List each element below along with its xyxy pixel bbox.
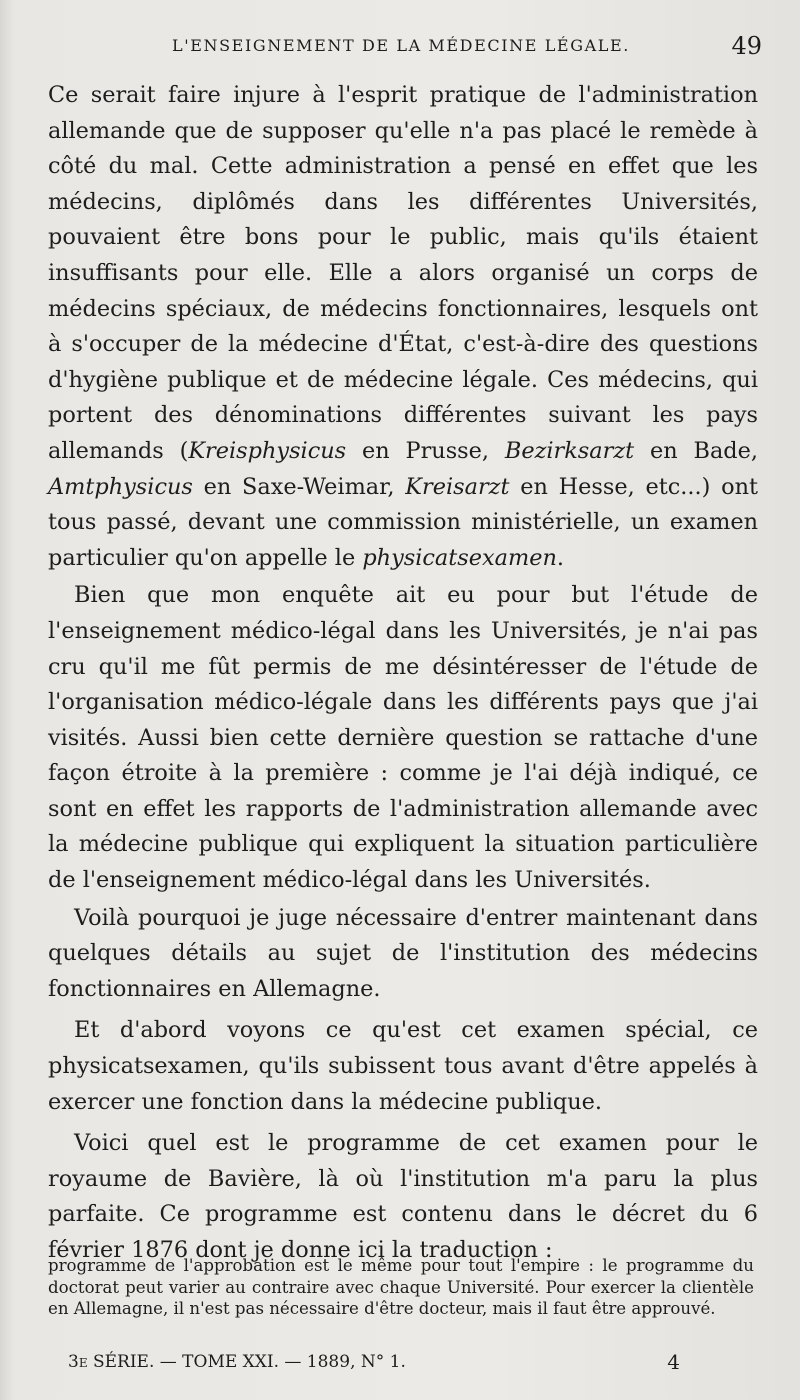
paragraph-1-text-3: en Bade, xyxy=(634,437,758,464)
running-title: L'ENSEIGNEMENT DE LA MÉDECINE LÉGALE. xyxy=(172,36,630,55)
sheet-number: 4 xyxy=(667,1350,680,1374)
paragraph-3: Voilà pourquoi je juge nécessaire d'entrer maintenant dans quelques détails au sujet de l'institution des médecins fonctionnaires en Allemagne. xyxy=(48,904,758,1002)
term-bezirksarzt: Bezirksarzt xyxy=(504,437,635,464)
paragraph-1-text-6: . xyxy=(556,544,564,571)
paragraph-1-text-5: en Hesse, etc...) ont tous passé, devant une commission ministérielle, un examen particulier qu'on appelle le xyxy=(48,473,758,571)
paragraph-1-text: Ce serait faire injure à l'esprit pratique de l'administration allemande que de supposer qu'elle n'a pas placé le remède à côté du mal. Cette administration a pensé en effet que les médecins, diplômés dans les différentes Universités, pouvaient être bons pour le public, mais qu'ils étaient insuffisants pour elle. Elle a alors organisé un corps de médecins spéciaux, de médecins fonctionnaires, lesquels ont à s'occuper de la médecine d'État, c'est-à-dire des questions d'hygiène publique et de médecine légale. Ces médecins, qui portent des dénominations différentes suivant les pays allemands ( xyxy=(48,82,758,464)
term-kreisarzt: Kreisarzt xyxy=(405,473,510,500)
footnote xyxy=(48,1255,754,1320)
body-text xyxy=(48,78,758,1269)
term-amtphysicus: Amtphysicus xyxy=(48,473,193,500)
series-info: 3e SÉRIE. — TOME XXI. — 1889, N° 1. xyxy=(68,1352,406,1372)
paragraph-4: Et d'abord voyons ce qu'est cet examen spécial, ce physicatsexamen, qu'ils subissent tous avant d'être appelés à exercer une fonction dans la médecine publique. xyxy=(48,1017,758,1115)
signature-line xyxy=(68,1352,680,1382)
paragraph-5: Voici quel est le programme de cet examen pour le royaume de Bavière, là où l'institution m'a paru la plus parfaite. Ce programme est contenu dans le décret du 6 février 1876 dont je donne ici la traduction : xyxy=(48,1130,758,1263)
running-header xyxy=(48,32,762,76)
paragraph-2: Bien que mon enquête ait eu pour but l'étude de l'enseignement médico-légal dans les Universités, je n'ai pas cru qu'il me fût permis de me désintéresser de l'étude de l'organisation médico-légale dans les différents pays que j'ai visités. Aussi bien cette dernière question se rattache d'une façon étroite à la première : comme je l'ai déjà indiqué, ce sont en effet les rapports de l'administration allemande avec la médecine publique qui expliquent la situation particulière de l'enseignement médico-légal dans les Universités. xyxy=(48,582,758,894)
paragraph-1-text-2: en Prusse, xyxy=(346,437,505,464)
footnote-text: programme de l'approbation est le même pour tout l'empire : le programme du doctorat peut varier au contraire avec chaque Université. Pour exercer la clientèle en Allemagne, il n'est pas nécessaire d'être docteur, mais il faut être approuvé. xyxy=(48,1256,754,1319)
paragraph-1-text-4: en Saxe-Weimar, xyxy=(192,473,406,500)
paragraph-1 xyxy=(48,78,758,576)
page-number: 49 xyxy=(731,32,762,60)
term-kreisphysicus: Kreisphysicus xyxy=(188,437,347,464)
term-physicatsexamen: physicatsexamen xyxy=(362,544,557,571)
